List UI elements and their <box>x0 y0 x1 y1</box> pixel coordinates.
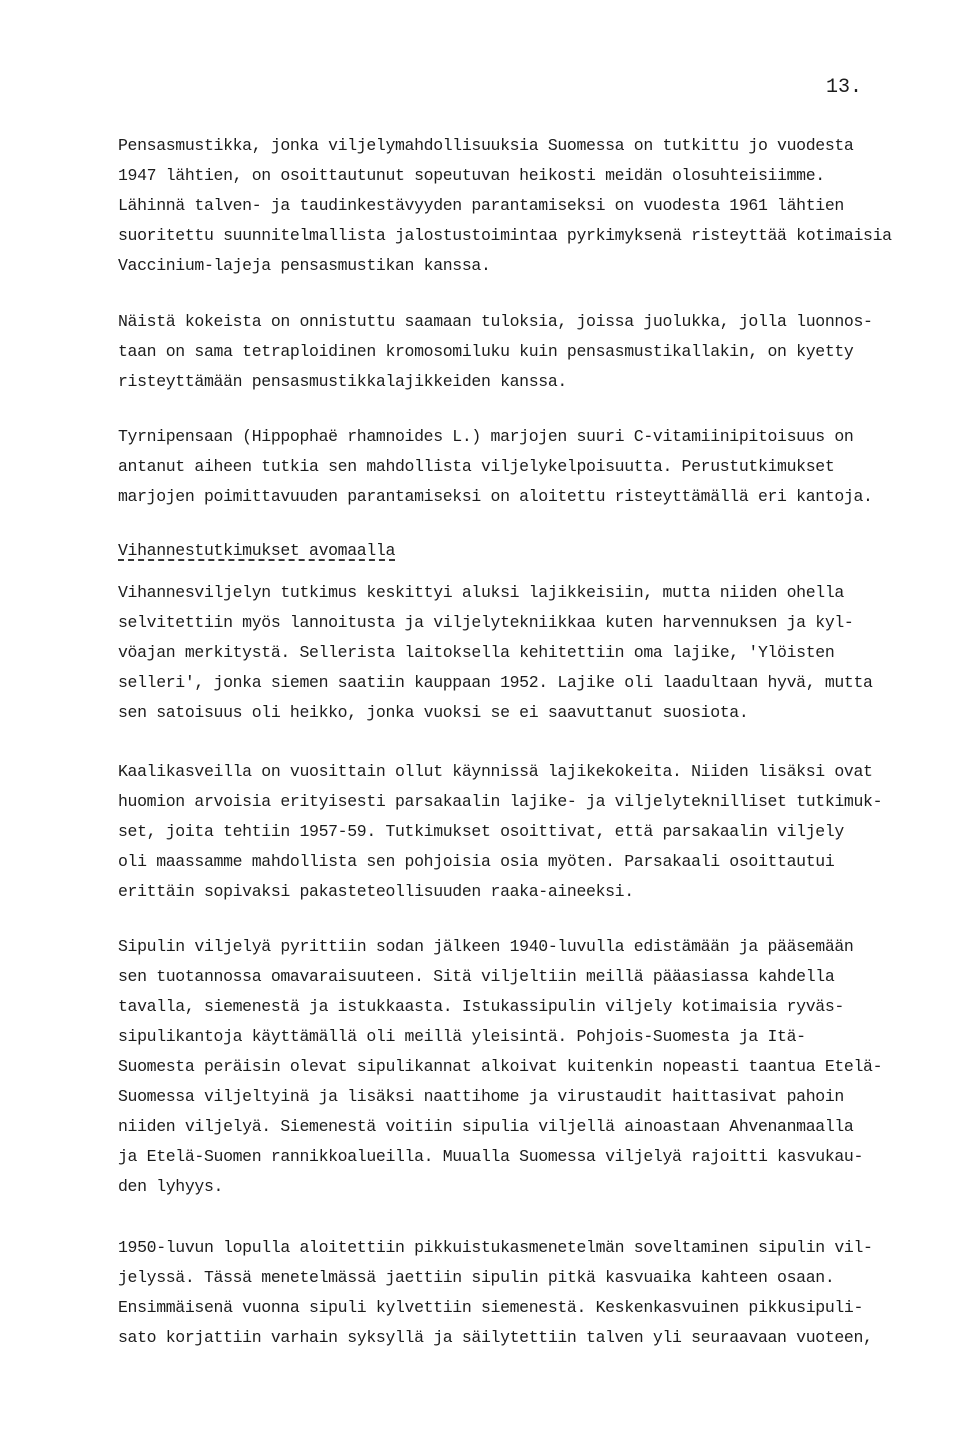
text-line: taan on sama tetraploidinen kromosomiluku kuin pensasmustikallakin, on kyetty <box>118 342 854 361</box>
text-line: huomion arvoisia erityisesti parsakaalin lajike- ja viljelyteknilliset tutkimuk- <box>118 792 883 811</box>
paragraph-sipuli <box>118 932 938 1202</box>
text-line: 1950-luvun lopulla aloitettiin pikkuistukasmenetelmän soveltaminen sipulin vil- <box>118 1238 873 1257</box>
text-line: jelyssä. Tässä menetelmässä jaettiin sipulin pitkä kasvuaika kahteen osaan. <box>118 1268 835 1287</box>
section-heading <box>118 536 938 566</box>
text-line: antanut aiheen tutkia sen mahdollista viljelykelpoisuutta. Perustutkimukset <box>118 457 835 476</box>
page-number: 13. <box>826 76 863 99</box>
paragraph-kaalikasvit <box>118 757 938 907</box>
text-line: sen tuotannossa omavaraisuuteen. Sitä viljeltiin meillä pääasiassa kahdella <box>118 967 835 986</box>
text-line: oli maassamme mahdollista sen pohjoisia osia myöten. Parsakaali osoittautui <box>118 852 835 871</box>
text-line: sen satoisuus oli heikko, jonka vuoksi se ei saavuttanut suosiota. <box>118 703 749 722</box>
heading-vihannestutkimukset: Vihannestutkimukset avomaalla <box>118 541 395 560</box>
text-line: Suomesta peräisin olevat sipulikannat alkoivat kuitenkin nopeasti taantua Etelä- <box>118 1057 883 1076</box>
text-line: risteyttämään pensasmustikkalajikkeiden kanssa. <box>118 372 567 391</box>
text-line: sipulikantoja käyttämällä oli meillä yleisintä. Pohjois-Suomesta ja Itä- <box>118 1027 806 1046</box>
text-line: Tyrnipensaan (Hippophaë rhamnoides L.) marjojen suuri C-vitamiinipitoisuus on <box>118 427 854 446</box>
text-line: selleri', jonka siemen saatiin kauppaan 1952. Lajike oli laadultaan hyvä, mutta <box>118 673 873 692</box>
text-line: Lähinnä talven- ja taudinkestävyyden parantamiseksi on vuodesta 1961 lähtien <box>118 196 844 215</box>
text-line: 1947 lähtien, on osoittautunut sopeutuvan heikosti meidän olosuhteisiimme. <box>118 166 825 185</box>
text-line: niiden viljelyä. Siemenestä voitiin sipulia viljellä ainoastaan Ahvenanmaalla <box>118 1117 854 1136</box>
paragraph-pikkuistukas <box>118 1233 938 1353</box>
text-line: Sipulin viljelyä pyrittiin sodan jälkeen 1940-luvulla edistämään ja pääsemään <box>118 937 854 956</box>
paragraph-tyrnipensas <box>118 422 938 512</box>
text-line: suoritettu suunnitelmallista jalostustoimintaa pyrkimyksenä risteyttää kotimaisia <box>118 226 892 245</box>
paragraph-pensasmustikka <box>118 131 938 281</box>
text-line: Pensasmustikka, jonka viljelymahdollisuuksia Suomessa on tutkittu jo vuodesta <box>118 136 854 155</box>
text-line: den lyhyys. <box>118 1177 224 1196</box>
text-line: Vaccinium-lajeja pensasmustikan kanssa. <box>118 256 491 275</box>
text-line: sato korjattiin varhain syksyllä ja säilytettiin talven yli seuraavaan vuoteen, <box>118 1328 873 1347</box>
text-line: Ensimmäisenä vuonna sipuli kylvettiin siemenestä. Keskenkasvuinen pikkusipuli- <box>118 1298 864 1317</box>
text-line: marjojen poimittavuuden parantamiseksi on aloitettu risteyttämällä eri kantoja. <box>118 487 873 506</box>
text-line: set, joita tehtiin 1957-59. Tutkimukset osoittivat, että parsakaalin viljely <box>118 822 844 841</box>
paragraph-kokeet <box>118 307 938 397</box>
text-line: vöajan merkitystä. Sellerista laitoksella kehitettiin oma lajike, 'Ylöisten <box>118 643 835 662</box>
text-line: ja Etelä-Suomen rannikkoalueilla. Muualla Suomessa viljelyä rajoitti kasvukau- <box>118 1147 864 1166</box>
text-line: Suomessa viljeltyinä ja lisäksi naattihome ja virustaudit haittasivat pahoin <box>118 1087 844 1106</box>
text-line: Vihannesviljelyn tutkimus keskittyi aluksi lajikkeisiin, mutta niiden ohella <box>118 583 844 602</box>
text-line: tavalla, siemenestä ja istukkaasta. Istukassipulin viljely kotimaisia ryväs- <box>118 997 844 1016</box>
text-line: erittäin sopivaksi pakasteteollisuuden raaka-aineeksi. <box>118 882 634 901</box>
text-line: Näistä kokeista on onnistuttu saamaan tuloksia, joissa juolukka, jolla luonnos- <box>118 312 873 331</box>
paragraph-vihannesviljely <box>118 578 938 728</box>
text-line: Kaalikasveilla on vuosittain ollut käynnissä lajikekokeita. Niiden lisäksi ovat <box>118 762 873 781</box>
text-line: selvitettiin myös lannoitusta ja viljelytekniikkaa kuten harvennuksen ja kyl- <box>118 613 854 632</box>
